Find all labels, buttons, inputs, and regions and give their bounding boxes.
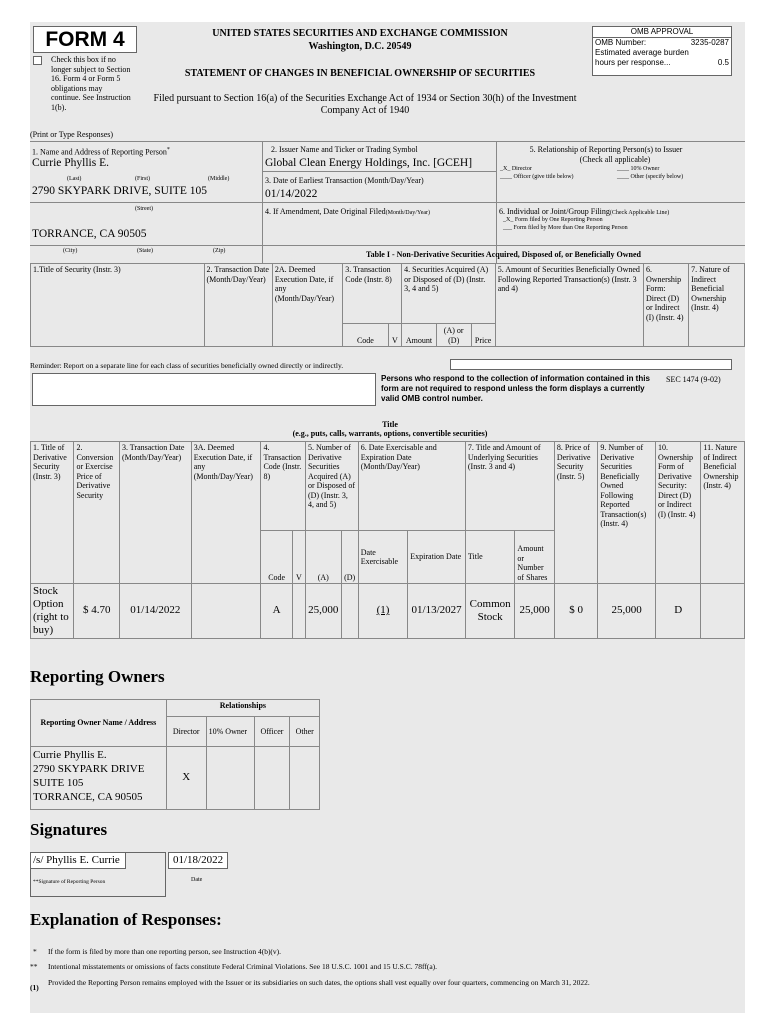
t1-code: Code: [343, 324, 388, 347]
relationship-check: (Check all applicable): [579, 155, 651, 164]
t2-code: Code: [261, 531, 292, 584]
last-label: (Last): [67, 176, 82, 182]
t2-d: (D): [341, 531, 358, 584]
reporting-owners-table: [30, 699, 320, 810]
t2-row-code: A: [261, 584, 292, 639]
reminder-field: [450, 359, 732, 370]
t2-date-exercisable: Date Exercisable: [358, 531, 408, 584]
t2-c4: 4. Transaction Code (Instr. 8): [261, 442, 305, 531]
t2-row-v: [292, 584, 305, 639]
t2-expiration: Expiration Date: [408, 531, 466, 584]
street-label: (Street): [135, 206, 153, 212]
t2-c9: 9. Number of Derivative Securities Beneficially Owned Following Reported Transaction(s) (Instr. 4): [598, 442, 656, 584]
filed-pursuant-text: Filed pursuant to Section 16(a) of the Securities Exchange Act of 1934 or Section 30(h) of the Investment Company Act of 1940: [153, 93, 577, 116]
ro-director: Director: [166, 717, 206, 747]
sec-code: SEC 1474 (9-02): [666, 375, 721, 384]
form-title-box: [33, 26, 137, 53]
t2-c3: 3. Transaction Date (Month/Day/Year): [119, 442, 191, 584]
filing-sub: (Check Applicable Line): [609, 210, 670, 216]
ro-other: Other: [290, 717, 320, 747]
ro-relationships: Relationships: [166, 700, 319, 717]
t2-row-date: 01/14/2022: [119, 584, 191, 639]
omb-number-label: OMB Number:: [595, 38, 647, 47]
signature-label: **Signature of Reporting Person: [33, 879, 106, 885]
ro-director-mark: X: [166, 747, 206, 810]
ro-owner-line4: TORRANCE, CA 90505: [33, 791, 143, 803]
amendment-label: 4. If Amendment, Date Original Filed: [265, 207, 386, 216]
omb-approval-box: [592, 26, 732, 76]
explanation-star-text: If the form is filed by more than one reporting person, see Instruction 4(b)(v).: [48, 947, 282, 956]
t1-col7: 7. Nature of Indirect Beneficial Ownership (Instr. 4): [689, 264, 745, 347]
table2-row: [31, 584, 745, 639]
t2-v: V: [292, 531, 305, 584]
reporting-owners-heading: Reporting Owners: [30, 667, 165, 686]
signatures-heading: Signatures: [30, 820, 108, 839]
ro-ten-pct: 10% Owner: [206, 717, 254, 747]
t2-c8: 8. Price of Derivative Security (Instr. 5): [554, 442, 597, 584]
print-or-type: (Print or Type Responses): [30, 130, 114, 139]
t2-c1: 1. Title of Derivative Security (Instr. 3): [31, 442, 74, 584]
ro-col-name: Reporting Owner Name / Address: [31, 700, 167, 747]
t2-row-exercisable[interactable]: (1): [358, 584, 408, 639]
issuer-name: Global Clean Energy Holdings, Inc. [GCEH]: [265, 157, 473, 169]
explanation-dstar: **: [30, 962, 38, 971]
first-label: (First): [135, 176, 150, 182]
t2-row-deemed: [191, 584, 261, 639]
notice-field: [32, 373, 376, 406]
omb-title: OMB APPROVAL: [593, 27, 731, 38]
t1-col3: 3. Transaction Code (Instr. 8): [343, 264, 402, 324]
t1-col2: 2. Transaction Date (Month/Day/Year): [204, 264, 272, 347]
relationship-label: 5. Relationship of Reporting Person(s) to Issuer: [529, 145, 683, 154]
zip-label: (Zip): [213, 248, 226, 254]
t2-row-disposed: [341, 584, 358, 639]
omb-number: 3235-0287: [690, 38, 729, 47]
t2-row-owned: 25,000: [598, 584, 656, 639]
t2-row-expiration: 01/13/2027: [408, 584, 466, 639]
ro-row: [31, 747, 320, 810]
omb-burden-label: Estimated average burden: [595, 48, 689, 57]
director-option[interactable]: _X_ Director: [500, 166, 532, 172]
t2-row-underlying-amount: 25,000: [515, 584, 554, 639]
no-longer-subject-checkbox[interactable]: [33, 56, 42, 65]
persons-notice: Persons who respond to the collection of information contained in this form are not required to respond unless the form displays a currently valid OMB control number.: [381, 374, 650, 403]
reporting-person-label: 1. Name and Address of Reporting Person: [32, 147, 167, 157]
t2-c6: 6. Date Exercisable and Expiration Date (Month/Day/Year): [358, 442, 465, 531]
t1-col1: 1.Title of Security (Instr. 3): [31, 264, 205, 347]
ro-owner-line1: Currie Phyllis E.: [33, 749, 107, 761]
omb-hours: 0.5: [717, 58, 729, 67]
t2-c7: 7. Title and Amount of Underlying Securities (Instr. 3 and 4): [465, 442, 554, 531]
table2-title: Title: [382, 420, 398, 429]
explanation-star: *: [33, 947, 37, 956]
city-state-zip: TORRANCE, CA 90505: [32, 228, 147, 240]
reporting-person-name: Currie Phyllis E.: [32, 157, 109, 169]
t2-c11: 11. Nature of Indirect Beneficial Ownership (Instr. 4): [701, 442, 745, 584]
other-option[interactable]: ____ Other (specify below): [617, 174, 684, 180]
check-box-text: Check this box if no longer subject to Section 16. Form 4 or Form 5 obligations may continue. See Instruction 1(b).: [51, 55, 131, 112]
agency-name: UNITED STATES SECURITIES AND EXCHANGE COMMISSION: [212, 28, 508, 39]
t1-col4: 4. Securities Acquired (A) or Disposed of (D) (Instr. 3, 4 and 5): [402, 264, 496, 324]
t2-row-deriv-price: $ 0: [554, 584, 597, 639]
t1-amount: Amount: [402, 324, 437, 347]
table1: [30, 263, 745, 347]
t2-a: (A): [305, 531, 341, 584]
reminder-text: Reminder: Report on a separate line for each class of securities beneficially owned directly or indirectly.: [30, 361, 344, 370]
t2-c5: 5. Number of Derivative Securities Acquired (A) or Disposed of (D) (Instr. 3, 4, and 5): [305, 442, 358, 531]
t1-a-or-d: (A) or (D): [436, 324, 471, 347]
t2-c2: 2. Conversion or Exercise Price of Derivative Security: [74, 442, 119, 584]
t2-title: Title: [465, 531, 515, 584]
ro-officer: Officer: [254, 717, 290, 747]
one-person-option[interactable]: _X_ Form filed by One Reporting Person: [503, 217, 603, 223]
middle-label: (Middle): [208, 176, 230, 182]
t1-price: Price: [471, 324, 495, 347]
street-address: 2790 SKYPARK DRIVE, SUITE 105: [32, 185, 207, 197]
signature-date-label: Date: [191, 877, 203, 883]
t1-col2a: 2A. Deemed Execution Date, if any (Month/Day/Year): [272, 264, 342, 347]
table2: [30, 441, 745, 639]
t2-amount-shares: Amount or Number of Shares: [515, 531, 554, 584]
ro-owner-line3: SUITE 105: [33, 777, 84, 789]
ten-pct-option[interactable]: ____ 10% Owner: [617, 166, 660, 172]
explanation-heading: Explanation of Responses:: [30, 910, 222, 929]
t1-v: V: [388, 324, 402, 347]
reporting-person-label-mark: *: [166, 147, 170, 153]
t2-c3a: 3A. Deemed Execution Date, if any (Month/Day/Year): [191, 442, 261, 584]
explanation-n1: (1): [30, 983, 39, 992]
t2-row-nature: [701, 584, 745, 639]
earliest-date-label: 3. Date of Earliest Transaction (Month/Day/Year): [265, 176, 424, 185]
table1-title: Table I - Non-Derivative Securities Acquired, Disposed of, or Beneficially Owned: [366, 250, 641, 259]
signature-date: 01/18/2022: [173, 854, 224, 866]
filing-label: 6. Individual or Joint/Group Filing: [499, 207, 610, 216]
officer-option[interactable]: ____ Officer (give title below): [500, 174, 574, 180]
explanation-dstar-text: Intentional misstatements or omissions of facts constitute Federal Criminal Violations. See 18 U.S.C. 1001 and 15 U.S.C. 78ff(a).: [48, 962, 438, 971]
city-label: (City): [63, 248, 78, 254]
form-title: FORM 4: [45, 28, 125, 51]
statement-title: STATEMENT OF CHANGES IN BENEFICIAL OWNERSHIP OF SECURITIES: [184, 68, 536, 79]
t2-row-acquired: 25,000: [305, 584, 341, 639]
more-person-option[interactable]: ___ Form filed by More than One Reporting Person: [503, 225, 628, 231]
state-label: (State): [137, 248, 153, 254]
earliest-date: 01/14/2022: [265, 188, 318, 200]
omb-hours-label: hours per response...: [595, 58, 671, 67]
signature-value: /s/ Phyllis E. Currie: [33, 854, 120, 866]
t2-row-security: Stock Option (right to buy): [31, 584, 74, 639]
agency-location: Washington, D.C. 20549: [308, 41, 412, 52]
explanation-n1-text: Provided the Reporting Person remains employed with the Issuer or its subsidiaries on such dates, the options shall vest equally over four quarters, commencing on March 31, 2022.: [48, 978, 590, 987]
ro-owner-line2: 2790 SKYPARK DRIVE: [33, 763, 145, 775]
t1-col5: 5. Amount of Securities Beneficially Owned Following Reported Transaction(s) (Instr. 3 and 4): [495, 264, 643, 347]
t2-row-price: $ 4.70: [74, 584, 119, 639]
t2-row-form: D: [655, 584, 700, 639]
t2-row-underlying-title: Common Stock: [465, 584, 515, 639]
issuer-label: 2. Issuer Name and Ticker or Trading Symbol: [271, 145, 418, 154]
table2-subtitle: (e.g., puts, calls, warrants, options, convertible securities): [292, 429, 488, 438]
amendment-sub: (Month/Day/Year): [385, 210, 431, 216]
t1-col6: 6. Ownership Form: Direct (D) or Indirect (I) (Instr. 4): [643, 264, 688, 347]
t2-c10: 10. Ownership Form of Derivative Security: Direct (D) or Indirect (I) (Instr. 4): [655, 442, 700, 584]
